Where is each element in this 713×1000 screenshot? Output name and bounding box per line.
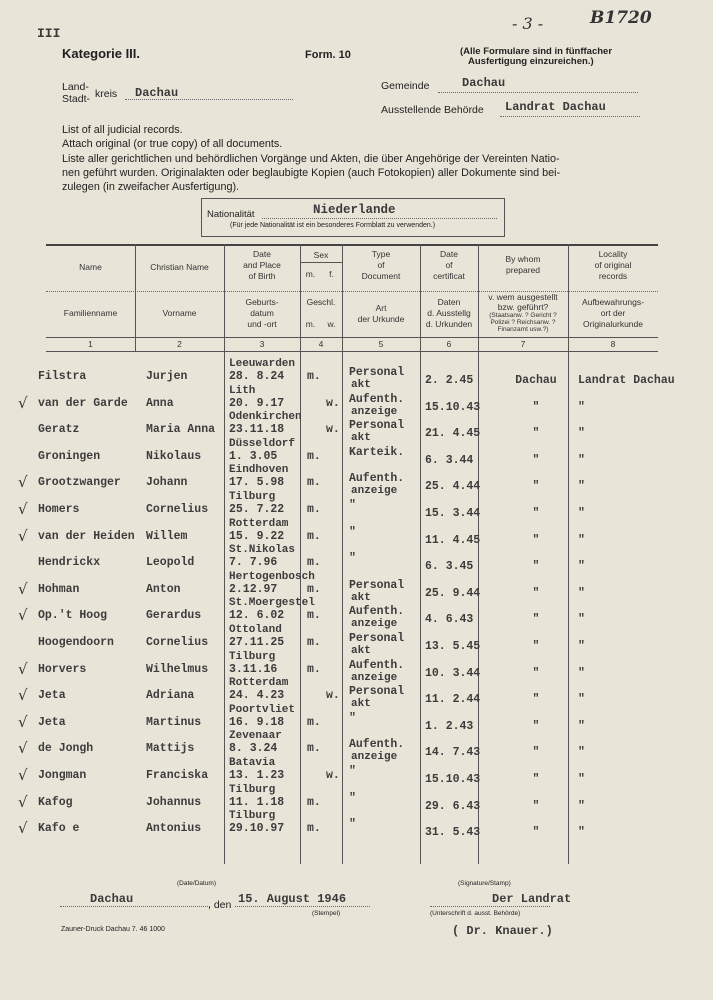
label-stadt: Stadt- — [62, 93, 91, 105]
row-birth-place: Tilburg — [229, 491, 276, 503]
row-doc-type: Karteik. — [349, 445, 405, 459]
row-prepared-by: " — [532, 480, 540, 494]
footer-signer-name: ( Dr. Knauer.) — [452, 924, 553, 938]
row-birth-place: Odenkirchen — [229, 411, 302, 424]
row-check-mark: √ — [18, 606, 28, 625]
row-doc-type-2: anzeige — [351, 751, 398, 764]
row-sex-w: w. — [326, 423, 340, 437]
row-first-name: Leopold — [146, 556, 195, 570]
col3-en-3: of Birth — [248, 271, 276, 281]
row-check-mark: √ — [18, 579, 28, 598]
row-first-name: Johannus — [146, 795, 202, 809]
row-birth-date: 20. 9.17 — [229, 396, 285, 410]
gemeinde-line — [438, 92, 638, 93]
row-birth-date: 11. 1.18 — [229, 795, 285, 809]
col4-sub-en-m: m. — [305, 269, 316, 279]
row-family-name: van der Garde — [38, 396, 128, 410]
row-doc-type: " — [349, 711, 356, 725]
row-doc-type: " — [349, 765, 356, 778]
row-doc-type-2: akt — [351, 591, 371, 604]
row-doc-type-2: akt — [351, 645, 371, 657]
col8-de-1: Aufbewahrungs- — [582, 297, 644, 307]
row-check-mark: √ — [18, 766, 28, 784]
row-first-name: Mattijs — [146, 742, 195, 756]
row-sex-m: m. — [307, 529, 321, 543]
row-doc-type: " — [349, 791, 356, 805]
row-birth-place: St.Nikolas — [229, 544, 296, 557]
caption-seal: (Stempel) — [312, 910, 341, 917]
row-cert-date: 25. 9.44 — [425, 586, 481, 600]
header-divider — [46, 337, 658, 338]
row-doc-type: Aufenth. — [349, 392, 405, 406]
row-family-name: Jeta — [38, 715, 66, 729]
row-prepared-by: " — [532, 613, 540, 627]
row-family-name: Hoogendoorn — [38, 636, 114, 649]
row-prepared-by: " — [532, 533, 540, 547]
footer-place-line — [60, 906, 210, 907]
intro-line-3: Liste aller gerichtlichen und behördlichen Vorgänge und Akten, die über Angehörige der Vereinten Natio- — [62, 153, 560, 165]
row-birth-date: 27.11.25 — [229, 636, 285, 649]
col4-de: Geschl. — [306, 297, 336, 307]
footer-den: , den — [208, 899, 232, 911]
row-check-mark: √ — [18, 792, 28, 811]
row-cert-date: 15.10.43 — [425, 773, 481, 786]
col5-num: 5 — [378, 339, 384, 349]
col8-de-3: Originalurkunde — [582, 319, 643, 329]
stamp-number: B1720 — [590, 8, 652, 28]
col6-de-1: Daten — [437, 297, 461, 307]
row-record-locality: " — [578, 746, 585, 760]
row-sex-m: m. — [307, 662, 321, 676]
form-number: Form. 10 — [305, 49, 351, 61]
page-title: Kategorie III. — [62, 46, 141, 61]
col3-num: 3 — [259, 339, 265, 349]
page-number: - 3 - — [512, 14, 544, 33]
row-sex-w: w. — [326, 689, 340, 703]
nationality-label: Nationalität — [207, 209, 255, 220]
col8-en-2: of original — [594, 260, 632, 270]
nationality-note: (Für jede Nationalität ist ein besonderes Formblatt zu verwenden.) — [230, 222, 436, 229]
table-top-rule — [46, 244, 658, 246]
row-doc-type-2: anzeige — [351, 485, 398, 498]
col7-de-1: v. wem ausgestellt — [488, 292, 558, 302]
row-first-name: Cornelius — [146, 636, 209, 649]
row-birth-date: 16. 9.18 — [229, 715, 285, 729]
row-birth-date: 24. 4.23 — [229, 689, 285, 703]
row-doc-type: Aufenth. — [349, 658, 405, 672]
row-prepared-by: " — [532, 666, 540, 680]
row-birth-place: Tilburg — [229, 810, 276, 823]
col7-en-1: By whom — [505, 254, 541, 264]
behoerde-value: Landrat Dachau — [505, 100, 606, 114]
row-first-name: Martinus — [146, 715, 202, 729]
row-doc-type-2: anzeige — [351, 671, 398, 684]
row-family-name: Filstra — [38, 370, 87, 383]
col6-num: 6 — [446, 339, 452, 349]
row-cert-date: 15. 3.44 — [425, 507, 481, 520]
row-sex-m: m. — [307, 582, 321, 596]
row-birth-place: Hertogenbosch — [229, 570, 315, 583]
row-birth-place: Rotterdam — [229, 677, 289, 690]
row-cert-date: 4. 6.43 — [425, 613, 474, 627]
row-check-mark: √ — [18, 500, 28, 518]
row-birth-date: 3.11.16 — [229, 662, 278, 676]
col2-de: Vorname — [162, 308, 197, 318]
row-family-name: Homers — [38, 503, 80, 516]
row-sex-m: m. — [307, 503, 321, 516]
row-cert-date: 1. 2.43 — [425, 719, 474, 733]
col3-de-1: Geburts- — [245, 297, 279, 307]
row-doc-type-2: akt — [351, 379, 371, 391]
col7-de-5: Finanzamt usw.?) — [497, 326, 549, 333]
row-doc-type: Personal — [349, 578, 405, 592]
row-birth-place: Lith — [229, 384, 256, 397]
col8-de-2: ort der — [600, 308, 626, 318]
row-first-name: Nikolaus — [146, 449, 202, 463]
row-family-name: Grootzwanger — [38, 476, 121, 490]
row-birth-place: St.Moergestel — [229, 597, 315, 610]
instruction-note-2: Ausfertigung einzureichen.) — [468, 56, 594, 67]
col6-en-1: Date — [440, 249, 458, 259]
row-family-name: Hohman — [38, 582, 80, 596]
col6-de-2: d. Ausstellg — [427, 308, 471, 318]
row-family-name: Groningen — [38, 449, 101, 463]
row-prepared-by: " — [532, 640, 540, 653]
row-record-locality: " — [578, 560, 585, 574]
col4-sub-de-m: m. — [305, 319, 316, 329]
row-sex-w: w. — [326, 769, 340, 782]
row-cert-date: 14. 7.43 — [425, 746, 481, 760]
row-birth-place: Ottoland — [229, 624, 282, 636]
col4-num: 4 — [318, 339, 324, 349]
footer-date: 15. August 1946 — [238, 892, 347, 906]
row-doc-type-2: akt — [351, 432, 371, 445]
row-cert-date: 25. 4.44 — [425, 480, 481, 494]
row-prepared-by: " — [532, 427, 540, 441]
row-cert-date: 6. 3.45 — [425, 560, 474, 574]
row-first-name: Wilhelmus — [146, 662, 209, 676]
row-doc-type-2: akt — [351, 698, 371, 711]
row-record-locality: " — [578, 400, 585, 414]
row-family-name: de Jongh — [38, 742, 94, 756]
row-prepared-by: " — [532, 560, 540, 574]
row-check-mark: √ — [18, 393, 28, 412]
caption-date: (Date/Datum) — [177, 880, 217, 887]
row-record-locality: " — [578, 799, 585, 813]
col3-en-2: and Place — [243, 260, 281, 270]
row-cert-date: 29. 6.43 — [425, 799, 481, 813]
row-family-name: Jongman — [38, 769, 87, 782]
row-record-locality: " — [578, 826, 585, 840]
row-first-name: Antonius — [146, 822, 202, 836]
row-family-name: Horvers — [38, 662, 87, 676]
row-check-mark: √ — [18, 819, 28, 838]
printer-mark: Zauner-Druck Dachau 7. 46 1000 — [61, 926, 165, 933]
col1-en: Name — [79, 262, 102, 272]
row-record-locality: " — [578, 640, 585, 653]
col5-de-2: der Urkunde — [357, 314, 405, 324]
row-prepared-by: " — [532, 400, 540, 414]
row-birth-date: 1. 3.05 — [229, 449, 278, 463]
row-sex-w: w. — [326, 396, 340, 410]
col8-num: 8 — [610, 339, 616, 349]
col8-en-1: Locality — [598, 249, 628, 259]
row-check-mark: √ — [18, 526, 28, 545]
row-family-name: Kafog — [38, 795, 73, 809]
row-birth-place: Batavia — [229, 757, 276, 769]
row-record-locality: " — [578, 533, 585, 547]
footer-signer: Der Landrat — [492, 892, 572, 906]
row-first-name: Willem — [146, 529, 188, 543]
row-birth-date: 25. 7.22 — [229, 503, 285, 516]
row-first-name: Franciska — [146, 769, 209, 782]
col-sep-5 — [420, 244, 421, 864]
footer-sig-line — [430, 906, 550, 907]
row-birth-date: 13. 1.23 — [229, 769, 285, 782]
row-sex-m: m. — [307, 795, 321, 809]
col1-num: 1 — [88, 339, 93, 349]
col6-de-3: d. Urkunden — [425, 319, 473, 329]
row-record-locality: " — [578, 773, 585, 786]
row-sex-m: m. — [307, 742, 321, 756]
row-birth-place: Poortvliet — [229, 703, 296, 716]
col-sep-7 — [568, 244, 569, 864]
row-record-locality: " — [578, 666, 585, 680]
number-row-divider — [46, 351, 658, 352]
row-first-name: Anton — [146, 582, 181, 596]
col3-de-2: datum — [250, 308, 274, 318]
row-record-locality: " — [578, 613, 585, 627]
col4-en: Sex — [313, 250, 329, 260]
row-sex-m: m. — [307, 476, 321, 490]
row-family-name: Kafo e — [38, 822, 80, 836]
row-sex-m: m. — [307, 636, 321, 649]
corner-mark: III — [37, 26, 61, 41]
row-birth-date: 2.12.97 — [229, 582, 278, 596]
row-doc-type: " — [349, 499, 356, 512]
row-prepared-by: " — [532, 693, 540, 707]
row-cert-date: 21. 4.45 — [425, 427, 481, 441]
landkreis-line — [125, 99, 293, 100]
label-gemeinde: Gemeinde — [381, 80, 430, 92]
row-birth-place: Tilburg — [229, 783, 276, 796]
row-first-name: Jurjen — [146, 370, 188, 383]
col6-en-3: certificat — [433, 271, 465, 281]
col7-de-4: Polizei ? Reichsanw. ? — [490, 319, 556, 326]
row-check-mark: √ — [18, 659, 28, 678]
row-birth-place: Zevenaar — [229, 730, 282, 743]
row-prepared-by: " — [532, 453, 540, 467]
row-birth-date: 15. 9.22 — [229, 529, 285, 543]
caption-sig-de: (Unterschrift d. ausst. Behörde) — [430, 910, 521, 917]
row-doc-type: " — [349, 552, 356, 566]
col2-en: Christian Name — [150, 262, 209, 272]
row-doc-type: " — [349, 525, 356, 539]
row-doc-type: Personal — [349, 366, 405, 379]
row-prepared-by: " — [532, 773, 540, 786]
row-record-locality: " — [578, 480, 585, 494]
row-sex-m: m. — [307, 370, 321, 383]
row-doc-type: Aufenth. — [349, 605, 405, 619]
row-prepared-by: " — [532, 719, 540, 733]
landkreis-value: Dachau — [135, 86, 179, 100]
row-family-name: Geratz — [38, 423, 80, 437]
row-cert-date: 15.10.43 — [425, 400, 481, 414]
row-check-mark: √ — [18, 739, 28, 758]
row-cert-date: 11. 2.44 — [425, 693, 481, 707]
footer-date-line — [235, 906, 370, 907]
row-birth-place: Tilburg — [229, 650, 276, 663]
row-doc-type-2: anzeige — [351, 618, 398, 631]
row-doc-type: Aufenth. — [349, 738, 405, 752]
col4-sub-en-f: f. — [329, 269, 334, 279]
col1-de: Familienname — [63, 308, 118, 318]
row-record-locality: " — [578, 693, 585, 707]
col5-en-2: of — [377, 260, 385, 270]
row-first-name: Cornelius — [146, 503, 209, 516]
row-check-mark: √ — [18, 686, 28, 705]
row-cert-date: 31. 5.43 — [425, 826, 481, 840]
row-birth-date: 29.10.97 — [229, 822, 285, 836]
col7-de-2: bzw. geführt? — [497, 302, 549, 312]
row-first-name: Gerardus — [146, 609, 202, 623]
row-sex-m: m. — [307, 556, 321, 570]
row-cert-date: 11. 4.45 — [425, 533, 481, 547]
col8-en-3: records — [598, 271, 628, 281]
row-record-locality: Landrat Dachau — [578, 374, 675, 387]
instruction-note-1: (Alle Formulare sind in fünffacher — [460, 46, 613, 57]
row-prepared-by: " — [532, 799, 540, 813]
row-first-name: Adriana — [146, 689, 195, 703]
intro-line-1: List of all judicial records. — [62, 124, 183, 136]
row-check-mark: √ — [18, 473, 28, 492]
row-birth-date: 28. 8.24 — [229, 370, 285, 383]
row-record-locality: " — [578, 427, 585, 441]
footer-place: Dachau — [90, 892, 134, 906]
row-family-name: Op.'t Hoog — [38, 609, 108, 623]
row-birth-place: Eindhoven — [229, 464, 289, 477]
row-cert-date: 10. 3.44 — [425, 666, 481, 680]
row-record-locality: " — [578, 719, 585, 733]
row-doc-type: Personal — [349, 685, 405, 699]
label-behoerde: Ausstellende Behörde — [381, 104, 484, 116]
behoerde-line — [500, 116, 640, 117]
row-first-name: Johann — [146, 476, 188, 490]
row-sex-m: m. — [307, 715, 321, 729]
intro-line-2: Attach original (or true copy) of all documents. — [62, 138, 283, 150]
row-first-name: Maria Anna — [146, 423, 216, 437]
col6-en-2: of — [445, 260, 453, 270]
row-doc-type: " — [349, 818, 356, 832]
col-sep-2 — [224, 244, 225, 864]
col5-en-1: Type — [371, 249, 391, 259]
row-doc-type: Personal — [349, 632, 405, 645]
col3-de-3: und -ort — [247, 319, 277, 329]
caption-sig: (Signature/Stamp) — [458, 880, 511, 887]
col7-en-2: prepared — [505, 265, 541, 275]
row-birth-date: 7. 7.96 — [229, 556, 278, 570]
row-record-locality: " — [578, 453, 585, 467]
row-cert-date: 2. 2.45 — [425, 374, 474, 387]
row-record-locality: " — [578, 586, 585, 600]
col5-de-1: Art — [375, 303, 387, 313]
col7-de-3: (Staatsanw. ? Gericht ? — [489, 312, 557, 319]
sex-sub-rule — [300, 262, 342, 263]
col5-en-3: Document — [361, 271, 401, 281]
row-prepared-by: " — [532, 746, 540, 760]
row-birth-date: 12. 6.02 — [229, 609, 285, 623]
row-doc-type-2: anzeige — [351, 405, 398, 418]
row-doc-type: Personal — [349, 419, 405, 433]
col-sep-6 — [478, 244, 479, 864]
row-cert-date: 13. 5.45 — [425, 640, 481, 653]
nationality-line — [262, 218, 497, 219]
row-birth-date: 23.11.18 — [229, 423, 285, 437]
row-birth-date: 8. 3.24 — [229, 742, 278, 756]
col-sep-4 — [342, 244, 343, 864]
nationality-value: Niederlande — [313, 203, 396, 217]
row-prepared-by: " — [532, 826, 540, 840]
row-prepared-by: Dachau — [515, 374, 557, 387]
row-record-locality: " — [578, 507, 585, 520]
label-land: Land- — [62, 81, 89, 93]
label-kreis: kreis — [95, 88, 118, 100]
row-family-name: Jeta — [38, 689, 66, 703]
row-sex-m: m. — [307, 822, 321, 836]
col7-num: 7 — [520, 339, 526, 349]
col3-en-1: Date — [253, 249, 271, 259]
row-first-name: Anna — [146, 396, 174, 410]
col4-sub-de-w: w. — [327, 319, 336, 329]
row-birth-place: Leeuwarden — [229, 358, 296, 370]
row-sex-m: m. — [307, 609, 321, 623]
row-family-name: Hendrickx — [38, 556, 101, 570]
col-sep-3 — [300, 244, 301, 864]
gemeinde-value: Dachau — [462, 76, 506, 90]
row-prepared-by: " — [532, 507, 540, 520]
col-sep-1 — [135, 244, 136, 351]
row-doc-type: Aufenth. — [349, 472, 405, 486]
col2-num: 2 — [177, 339, 182, 349]
row-birth-place: Düsseldorf — [229, 437, 296, 450]
row-birth-place: Rotterdam — [229, 517, 289, 530]
row-birth-date: 17. 5.98 — [229, 476, 285, 490]
row-check-mark: √ — [18, 712, 28, 731]
row-prepared-by: " — [532, 586, 540, 600]
row-sex-m: m. — [307, 449, 321, 463]
intro-line-4: nen geführt wurden. Originalakten oder beglaubigte Kopien (auch Fotokopien) aller Dokumente sind bei- — [62, 167, 561, 179]
intro-line-5: zulegen (in zweifacher Ausfertigung). — [62, 181, 240, 193]
row-cert-date: 6. 3.44 — [425, 453, 474, 467]
row-family-name: van der Heiden — [38, 529, 135, 543]
